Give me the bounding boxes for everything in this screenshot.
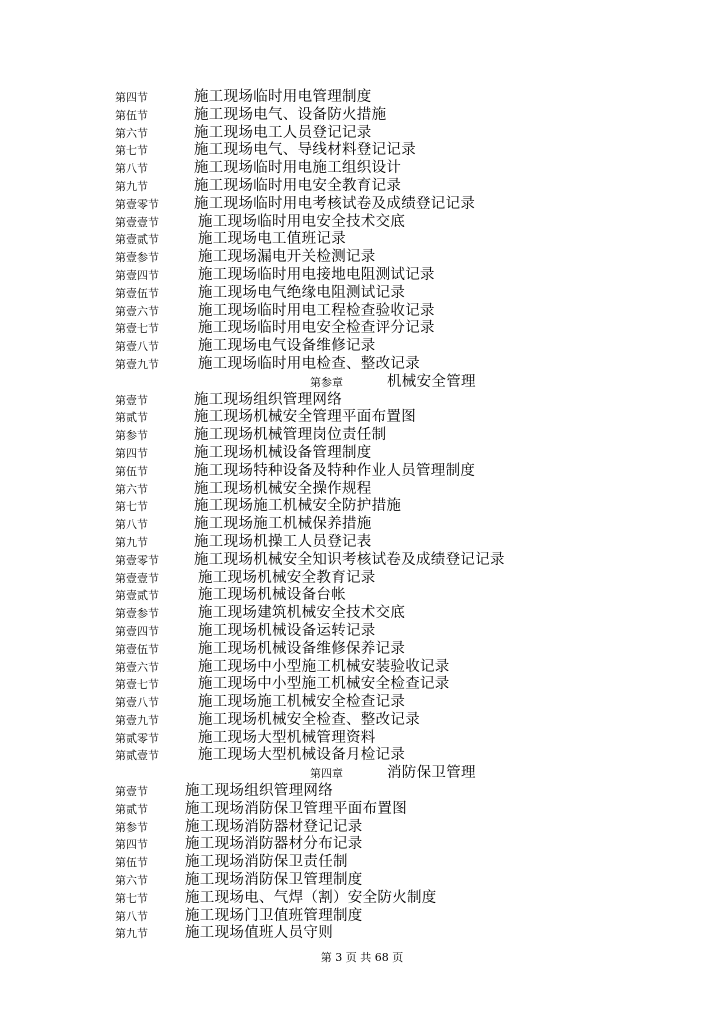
section-title: 施工现场组织管理网络: [185, 783, 333, 800]
toc-section-row: [115, 871, 704, 889]
table-of-contents: [115, 88, 704, 942]
toc-section-row: [115, 248, 704, 266]
section-number: 第壹参节: [115, 251, 159, 265]
section-title: 施工现场临时用电安全检查评分记录: [198, 320, 435, 337]
section-number: 第壹九节: [115, 357, 159, 371]
toc-section-row: [115, 426, 704, 444]
toc-section-row: [115, 551, 704, 569]
chapter-title: 机械安全管理: [387, 373, 476, 390]
toc-section-row: [115, 408, 704, 426]
section-number: 第七节: [115, 500, 148, 514]
section-number: 第壹伍节: [115, 642, 159, 656]
section-title: 施工现场特种设备及特种作业人员管理制度: [194, 462, 476, 479]
section-number: 第壹贰节: [115, 233, 159, 247]
toc-section-row: [115, 640, 704, 658]
toc-section-row: [115, 622, 704, 640]
toc-section-row: [115, 693, 704, 711]
toc-section-row: [115, 729, 704, 747]
section-title: 施工现场机械安全管理平面布置图: [194, 409, 416, 426]
toc-section-row: [115, 569, 704, 587]
toc-section-row: [115, 106, 704, 124]
toc-section-row: [115, 391, 704, 409]
section-number: 第九节: [115, 927, 148, 941]
section-number: 第壹四节: [115, 624, 159, 638]
section-number: 第壹贰节: [115, 589, 159, 603]
section-number: 第壹六节: [115, 304, 159, 318]
section-title: 施工现场大型机械设备月检记录: [198, 747, 406, 764]
section-number: 第壹零节: [115, 197, 159, 211]
toc-section-row: [115, 586, 704, 604]
section-title: 施工现场机械管理岗位责任制: [194, 427, 387, 444]
section-number: 第壹壹节: [115, 571, 159, 585]
section-number: 第六节: [115, 874, 148, 888]
section-title: 施工现场中小型施工机械安全检查记录: [198, 676, 450, 693]
toc-chapter-row: [115, 764, 704, 782]
section-number: 第壹九节: [115, 713, 159, 727]
section-title: 施工现场临时用电工程检查验收记录: [198, 302, 435, 319]
section-title: 施工现场机械设备管理制度: [194, 444, 372, 461]
section-title: 施工现场机械设备维修保养记录: [198, 640, 406, 657]
section-number: 第壹节: [115, 393, 148, 407]
section-number: 第贰节: [115, 411, 148, 425]
section-title: 施工现场电气设备维修记录: [198, 338, 376, 355]
section-number: 第伍节: [115, 856, 148, 870]
section-title: 施工现场电、气焊（割）安全防火制度: [185, 889, 437, 906]
page-footer: 第 3 页 共 68 页: [320, 951, 404, 964]
chapter-number: 第四章: [310, 767, 343, 781]
toc-section-row: [115, 658, 704, 676]
section-title: 施工现场电气、导线材料登记记录: [194, 142, 416, 159]
toc-section-row: [115, 818, 704, 836]
toc-section-row: [115, 302, 704, 320]
section-title: 施工现场施工机械保养措施: [194, 516, 372, 533]
section-title: 施工现场施工机械安全防护措施: [194, 498, 402, 515]
section-title: 施工现场机械安全知识考核试卷及成绩登记记录: [194, 551, 505, 568]
section-title: 施工现场漏电开关检测记录: [198, 249, 376, 266]
toc-section-row: [115, 266, 704, 284]
section-number: 第壹参节: [115, 607, 159, 621]
section-number: 第四节: [115, 446, 148, 460]
toc-section-row: [115, 853, 704, 871]
section-title: 施工现场值班人员守则: [185, 925, 333, 942]
toc-section-row: [115, 835, 704, 853]
toc-section-row: [115, 337, 704, 355]
toc-section-row: [115, 159, 704, 177]
section-title: 施工现场机械安全教育记录: [198, 569, 376, 586]
section-title: 施工现场中小型施工机械安装验收记录: [198, 658, 450, 675]
section-title: 施工现场机械设备运转记录: [198, 622, 376, 639]
toc-section-row: [115, 907, 704, 925]
section-title: 施工现场门卫值班管理制度: [185, 907, 363, 924]
toc-section-row: [115, 124, 704, 142]
section-number: 第壹零节: [115, 553, 159, 567]
toc-section-row: [115, 284, 704, 302]
toc-section-row: [115, 604, 704, 622]
section-number: 第七节: [115, 891, 148, 905]
section-title: 施工现场消防保卫管理平面布置图: [185, 800, 407, 817]
toc-section-row: [115, 782, 704, 800]
section-number: 第四节: [115, 91, 148, 104]
section-title: 施工现场临时用电施工组织设计: [194, 160, 402, 177]
section-title: 施工现场消防器材登记记录: [185, 818, 363, 835]
section-title: 施工现场建筑机械安全技术交底: [198, 605, 406, 622]
chapter-number: 第参章: [310, 375, 343, 389]
section-title: 施工现场机械设备台帐: [198, 587, 346, 604]
section-title: 施工现场消防保卫责任制: [185, 854, 348, 871]
chapter-title: 消防保卫管理: [387, 765, 476, 782]
toc-section-row: [115, 319, 704, 337]
section-title: 施工现场大型机械管理资料: [198, 729, 376, 746]
toc-section-row: [115, 675, 704, 693]
section-number: 第八节: [115, 518, 148, 532]
section-number: 第壹伍节: [115, 286, 159, 300]
section-number: 第伍节: [115, 464, 148, 478]
section-title: 施工现场临时用电管理制度: [194, 89, 372, 105]
toc-section-row: [115, 711, 704, 729]
section-title: 施工现场临时用电安全教育记录: [194, 177, 402, 194]
toc-section-row: [115, 889, 704, 907]
section-number: 第壹六节: [115, 660, 159, 674]
section-number: 第壹节: [115, 785, 148, 799]
section-number: 第六节: [115, 482, 148, 496]
section-number: 第贰零节: [115, 731, 159, 745]
section-number: 第七节: [115, 144, 148, 158]
toc-chapter-row: [115, 373, 704, 391]
toc-section-row: [115, 533, 704, 551]
section-number: 第壹四节: [115, 268, 159, 282]
section-title: 施工现场电工值班记录: [198, 231, 346, 248]
section-number: 第贰节: [115, 802, 148, 816]
toc-section-row: [115, 355, 704, 373]
toc-section-row: [115, 88, 704, 106]
section-title: 施工现场临时用电检查、整改记录: [198, 355, 420, 372]
section-number: 第壹八节: [115, 696, 159, 710]
toc-section-row: [115, 924, 704, 942]
section-title: 施工现场电气绝缘电阻测试记录: [198, 284, 406, 301]
section-number: 第贰壹节: [115, 749, 159, 763]
section-title: 施工现场临时用电考核试卷及成绩登记记录: [194, 195, 476, 212]
toc-section-row: [115, 800, 704, 818]
toc-section-row: [115, 480, 704, 498]
section-number: 第壹七节: [115, 322, 159, 336]
section-number: 第九节: [115, 535, 148, 549]
section-number: 第壹八节: [115, 340, 159, 354]
toc-section-row: [115, 230, 704, 248]
section-number: 第伍节: [115, 108, 148, 122]
section-number: 第八节: [115, 909, 148, 923]
section-number: 第四节: [115, 838, 148, 852]
toc-section-row: [115, 497, 704, 515]
section-title: 施工现场机械安全检查、整改记录: [198, 711, 420, 728]
section-number: 第九节: [115, 179, 148, 193]
toc-section-row: [115, 515, 704, 533]
section-number: 第参节: [115, 820, 148, 834]
section-number: 第壹壹节: [115, 215, 159, 229]
section-number: 第八节: [115, 162, 148, 176]
section-title: 施工现场消防保卫管理制度: [185, 872, 363, 889]
section-title: 施工现场施工机械安全检查记录: [198, 694, 406, 711]
toc-section-row: [115, 444, 704, 462]
toc-section-row: [115, 462, 704, 480]
toc-section-row: [115, 141, 704, 159]
section-title: 施工现场电气、设备防火措施: [194, 106, 387, 123]
section-title: 施工现场电工人员登记记录: [194, 124, 372, 141]
section-number: 第参节: [115, 429, 148, 443]
section-title: 施工现场机操工人员登记表: [194, 533, 372, 550]
toc-section-row: [115, 195, 704, 213]
section-number: 第壹七节: [115, 678, 159, 692]
section-title: 施工现场临时用电接地电阻测试记录: [198, 266, 435, 283]
section-title: 施工现场临时用电安全技术交底: [198, 213, 406, 230]
toc-section-row: [115, 746, 704, 764]
section-title: 施工现场消防器材分布记录: [185, 836, 363, 853]
toc-section-row: [115, 177, 704, 195]
section-title: 施工现场组织管理网络: [194, 391, 342, 408]
section-number: 第六节: [115, 126, 148, 140]
toc-section-row: [115, 213, 704, 231]
section-title: 施工现场机械安全操作规程: [194, 480, 372, 497]
